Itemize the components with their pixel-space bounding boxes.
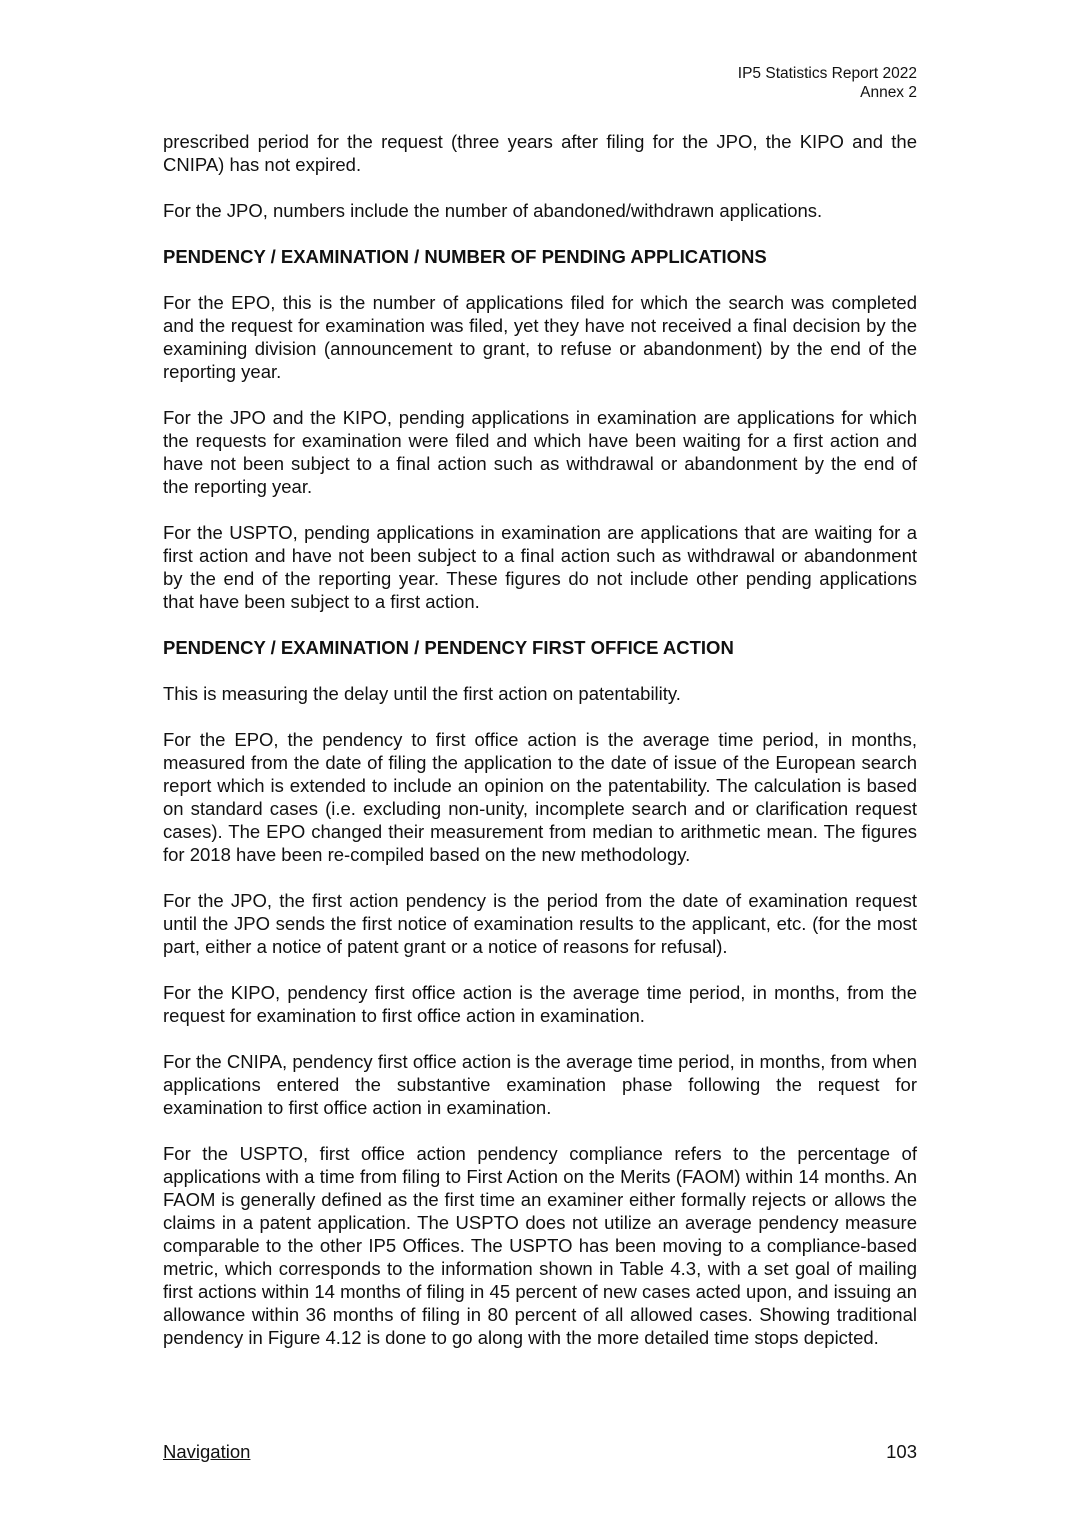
- paragraph-jpo-pendency: For the JPO, the first action pendency is the period from the date of examination request until the JPO sends the first notice of examination results to the applicant, etc. (for the most part, either a notice of patent grant or a notice of reasons for refusal).: [163, 890, 917, 957]
- document-body: [163, 130, 917, 1372]
- paragraph-continuation: prescribed period for the request (three years after filing for the JPO, the KIPO and the CNIPA) has not expired.: [163, 131, 917, 175]
- paragraph-uspto-pendency: For the USPTO, first office action pendency compliance refers to the percentage of applications with a time from filing to First Action on the Merits (FAOM) within 14 months. An FAOM is generally defined as the first time an examiner either formally rejects or allows the claims in a patent application. The USPTO does not utilize an average pendency measure comparable to the other IP5 Offices. The USPTO has been moving to a compliance-based metric, which corresponds to the information shown in Table 4.3, with a set goal of mailing first actions within 14 months of filing in 45 percent of new cases acted upon, and issuing an allowance within 36 months of filing in 80 percent of all allowed cases. Showing traditional pendency in Figure 4.12 is done to go along with the more detailed time stops depicted.: [163, 1143, 917, 1348]
- navigation-link[interactable]: Navigation: [163, 1441, 251, 1462]
- paragraph-delay-intro: This is measuring the delay until the first action on patentability.: [163, 683, 681, 704]
- section-heading-pending-applications: PENDENCY / EXAMINATION / NUMBER OF PENDING APPLICATIONS: [163, 246, 767, 267]
- paragraph-epo-pending: For the EPO, this is the number of applications filed for which the search was completed and the request for examination was filed, yet they have not received a final decision by the examining division (announcement to grant, to refuse or abandonment) by the end of the reporting year.: [163, 292, 917, 382]
- paragraph-jpo-abandoned: For the JPO, numbers include the number of abandoned/withdrawn applications.: [163, 200, 823, 221]
- paragraph-cnipa-pendency: For the CNIPA, pendency first office action is the average time period, in months, from when applications entered the substantive examination phase following the request for examination to first office action in examination.: [163, 1051, 917, 1118]
- paragraph-jpo-kipo-pending: For the JPO and the KIPO, pending applications in examination are applications for which the requests for examination were filed and which have been waiting for a first action and have not been subject to a final action such as withdrawal or abandonment by the end of the reporting year.: [163, 407, 917, 497]
- section-heading-first-office-action: PENDENCY / EXAMINATION / PENDENCY FIRST OFFICE ACTION: [163, 637, 734, 658]
- paragraph-uspto-pending: For the USPTO, pending applications in examination are applications that are waiting for a first action and have not been subject to a final action such as withdrawal or abandonment by the end of the reporting year. These figures do not include other pending applications that have been subject to a first action.: [163, 522, 917, 612]
- page-footer: [163, 1440, 917, 1463]
- paragraph-kipo-pendency: For the KIPO, pendency first office action is the average time period, in months, from the request for examination to first office action in examination.: [163, 982, 917, 1026]
- report-title: IP5 Statistics Report 2022: [737, 65, 917, 82]
- page-header: [738, 64, 917, 102]
- annex-label: Annex 2: [860, 84, 917, 101]
- paragraph-epo-pendency: For the EPO, the pendency to first office action is the average time period, in months, measured from the date of filing the application to the date of issue of the European search report which is extended to include an opinion on the patentability. The calculation is based on standard cases (i.e. excluding non-unity, incomplete search and or clarification request cases). The EPO changed their measurement from median to arithmetic mean. The figures for 2018 have been re-compiled based on the new methodology.: [163, 729, 917, 865]
- page-number: 103: [886, 1441, 917, 1462]
